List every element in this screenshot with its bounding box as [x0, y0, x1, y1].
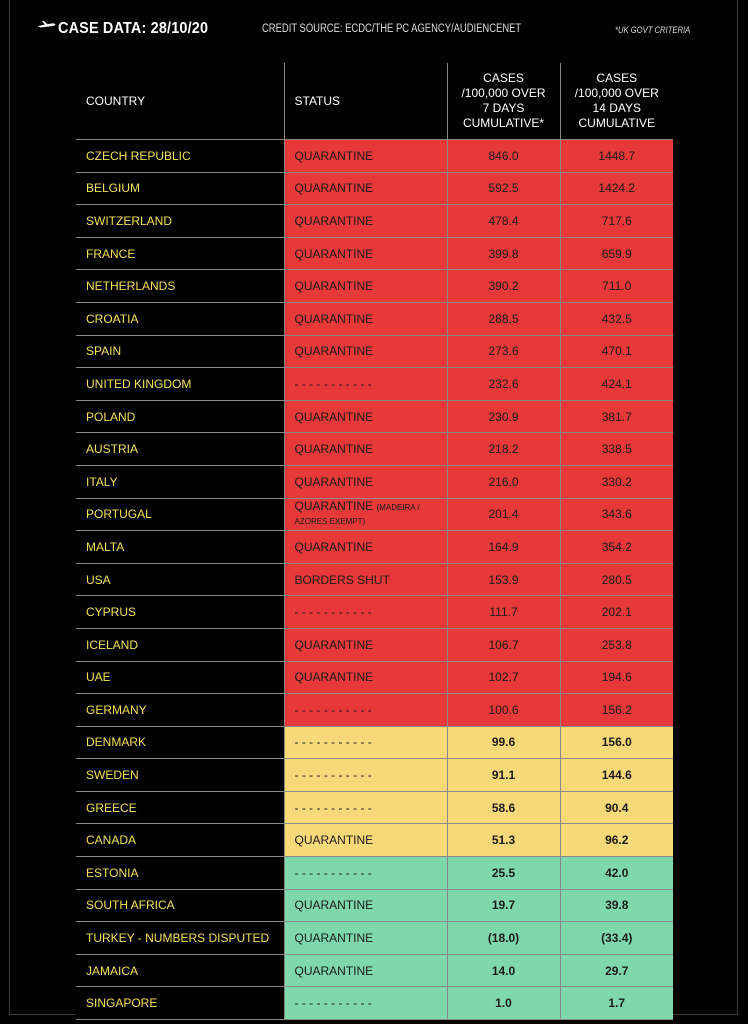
table-row [76, 140, 673, 173]
cases-14-day-cell: 156.0 [560, 726, 673, 759]
table-row [76, 824, 673, 857]
table-row [76, 237, 673, 270]
country-cell: ESTONIA [76, 857, 284, 890]
table-header-row [76, 63, 673, 140]
status-cell: - - - - - - - - - - - [284, 694, 447, 727]
status-cell: QUARANTINE [284, 824, 447, 857]
status-note: (MADEIRA / AZORES EXEMPT) [294, 503, 420, 527]
status-cell: - - - - - - - - - - - [284, 791, 447, 824]
country-cell: AUSTRIA [76, 433, 284, 466]
cases-14-day-cell: 42.0 [560, 857, 673, 890]
cases-7-day-cell: 106.7 [447, 628, 560, 661]
cases-7-day-cell: 51.3 [447, 824, 560, 857]
cases-7-day-cell: 478.4 [447, 205, 560, 238]
status-cell: QUARANTINE [284, 302, 447, 335]
cases-14-day-cell: 202.1 [560, 596, 673, 629]
status-cell: QUARANTINE [284, 954, 447, 987]
cases-14-day-cell: 1.7 [560, 987, 673, 1020]
status-cell: QUARANTINE (MADEIRA / AZORES EXEMPT) [284, 498, 447, 531]
cases-7-day-cell: 230.9 [447, 400, 560, 433]
status-cell: - - - - - - - - - - - [284, 857, 447, 890]
status-cell: QUARANTINE [284, 172, 447, 205]
country-cell: UAE [76, 661, 284, 694]
cases-7-day-cell: 846.0 [447, 140, 560, 173]
cases-7-day-cell: 25.5 [447, 857, 560, 890]
cases-7-day-cell: 399.8 [447, 237, 560, 270]
country-cell: CANADA [76, 824, 284, 857]
cases-14-day-cell: 144.6 [560, 759, 673, 792]
country-cell: SINGAPORE [76, 987, 284, 1020]
cases-7-day-cell: 14.0 [447, 954, 560, 987]
table-row [76, 661, 673, 694]
table-row [76, 987, 673, 1020]
table-row [76, 498, 673, 531]
cases-7-day-cell: 1.0 [447, 987, 560, 1020]
cases-7-day-cell: (18.0) [447, 922, 560, 955]
country-cell: GERMANY [76, 694, 284, 727]
cases-14-day-cell: 711.0 [560, 270, 673, 303]
country-cell: USA [76, 563, 284, 596]
cases-7-day-cell: 201.4 [447, 498, 560, 531]
cases-14-day-cell: 717.6 [560, 205, 673, 238]
country-cell: GREECE [76, 791, 284, 824]
status-cell: QUARANTINE [284, 465, 447, 498]
cases-7-day-cell: 111.7 [447, 596, 560, 629]
status-cell: - - - - - - - - - - - [284, 596, 447, 629]
country-cell: JAMAICA [76, 954, 284, 987]
country-cell: SPAIN [76, 335, 284, 368]
airplane-icon [38, 20, 56, 30]
cases-7-day-cell: 91.1 [447, 759, 560, 792]
country-cell: FRANCE [76, 237, 284, 270]
cases-14-day-cell: 343.6 [560, 498, 673, 531]
country-cell: ICELAND [76, 628, 284, 661]
country-cell: TURKEY - NUMBERS DISPUTED [76, 922, 284, 955]
table-row [76, 726, 673, 759]
cases-7-day-cell: 390.2 [447, 270, 560, 303]
cases-14-day-cell: 280.5 [560, 563, 673, 596]
cases-14-day-cell: 424.1 [560, 368, 673, 401]
country-cell: NETHERLANDS [76, 270, 284, 303]
page-title: CASE DATA: 28/10/20 [58, 20, 209, 37]
cases-14-day-cell: 354.2 [560, 531, 673, 564]
status-cell: - - - - - - - - - - - [284, 368, 447, 401]
status-cell: QUARANTINE [284, 433, 447, 466]
cases-7-day-cell: 592.5 [447, 172, 560, 205]
cases-7-day-cell: 216.0 [447, 465, 560, 498]
cases-7-day-cell: 100.6 [447, 694, 560, 727]
cases-14-day-cell: 1448.7 [560, 140, 673, 173]
status-cell: QUARANTINE [284, 237, 447, 270]
table-row [76, 954, 673, 987]
country-cell: CYPRUS [76, 596, 284, 629]
cases-7-day-cell: 164.9 [447, 531, 560, 564]
table-row [76, 172, 673, 205]
table-row [76, 465, 673, 498]
table-row [76, 694, 673, 727]
column-header-country: COUNTRY [76, 63, 284, 140]
table-row [76, 335, 673, 368]
table-row [76, 205, 673, 238]
table-row [76, 889, 673, 922]
country-cell: POLAND [76, 400, 284, 433]
table-row [76, 433, 673, 466]
cases-7-day-cell: 218.2 [447, 433, 560, 466]
column-header-cases-14-days: CASES /100,000 OVER 14 DAYS CUMULATIVE [560, 63, 673, 140]
table-row [76, 596, 673, 629]
status-cell: BORDERS SHUT [284, 563, 447, 596]
status-cell: QUARANTINE [284, 628, 447, 661]
cases-14-day-cell: 330.2 [560, 465, 673, 498]
cases-14-day-cell: 253.8 [560, 628, 673, 661]
cases-14-day-cell: 381.7 [560, 400, 673, 433]
country-cell: ITALY [76, 465, 284, 498]
cases-14-day-cell: 470.1 [560, 335, 673, 368]
cases-14-day-cell: 156.2 [560, 694, 673, 727]
status-cell: QUARANTINE [284, 335, 447, 368]
cases-14-day-cell: 1424.2 [560, 172, 673, 205]
credit-source: CREDIT SOURCE: ECDC/THE PC AGENCY/AUDIENCENET [262, 23, 522, 35]
table-row [76, 857, 673, 890]
table-row [76, 563, 673, 596]
table-row [76, 368, 673, 401]
table-row [76, 302, 673, 335]
country-cell: SWEDEN [76, 759, 284, 792]
status-cell: - - - - - - - - - - - [284, 987, 447, 1020]
country-cell: UNITED KINGDOM [76, 368, 284, 401]
cases-7-day-cell: 273.6 [447, 335, 560, 368]
status-cell: QUARANTINE [284, 205, 447, 238]
country-cell: DENMARK [76, 726, 284, 759]
status-cell: QUARANTINE [284, 531, 447, 564]
table-row [76, 270, 673, 303]
status-cell: QUARANTINE [284, 889, 447, 922]
cases-14-day-cell: 39.8 [560, 889, 673, 922]
country-cell: CZECH REPUBLIC [76, 140, 284, 173]
cases-7-day-cell: 19.7 [447, 889, 560, 922]
table-row [76, 759, 673, 792]
column-header-cases-7-days: CASES /100,000 OVER 7 DAYS CUMULATIVE* [447, 63, 560, 140]
cases-7-day-cell: 153.9 [447, 563, 560, 596]
table-row [76, 531, 673, 564]
table-row [76, 791, 673, 824]
cases-14-day-cell: (33.4) [560, 922, 673, 955]
status-cell: QUARANTINE [284, 661, 447, 694]
cases-14-day-cell: 338.5 [560, 433, 673, 466]
country-cell: SWITZERLAND [76, 205, 284, 238]
cases-14-day-cell: 90.4 [560, 791, 673, 824]
country-cell: CROATIA [76, 302, 284, 335]
status-cell: QUARANTINE [284, 270, 447, 303]
status-cell: - - - - - - - - - - - [284, 759, 447, 792]
country-cell: BELGIUM [76, 172, 284, 205]
cases-7-day-cell: 58.6 [447, 791, 560, 824]
cases-7-day-cell: 99.6 [447, 726, 560, 759]
cases-14-day-cell: 194.6 [560, 661, 673, 694]
case-data-table [76, 63, 673, 1020]
column-header-status: STATUS [284, 63, 447, 140]
cases-14-day-cell: 659.9 [560, 237, 673, 270]
criteria-note: *UK GOVT CRITERIA [615, 25, 691, 35]
table-row [76, 400, 673, 433]
cases-14-day-cell: 96.2 [560, 824, 673, 857]
cases-14-day-cell: 432.5 [560, 302, 673, 335]
country-cell: PORTUGAL [76, 498, 284, 531]
status-cell: QUARANTINE [284, 400, 447, 433]
cases-14-day-cell: 29.7 [560, 954, 673, 987]
cases-7-day-cell: 288.5 [447, 302, 560, 335]
country-cell: MALTA [76, 531, 284, 564]
status-cell: - - - - - - - - - - - [284, 726, 447, 759]
cases-7-day-cell: 102.7 [447, 661, 560, 694]
status-cell: QUARANTINE [284, 922, 447, 955]
status-cell: QUARANTINE [284, 140, 447, 173]
country-cell: SOUTH AFRICA [76, 889, 284, 922]
cases-7-day-cell: 232.6 [447, 368, 560, 401]
table-row [76, 922, 673, 955]
table-row [76, 628, 673, 661]
